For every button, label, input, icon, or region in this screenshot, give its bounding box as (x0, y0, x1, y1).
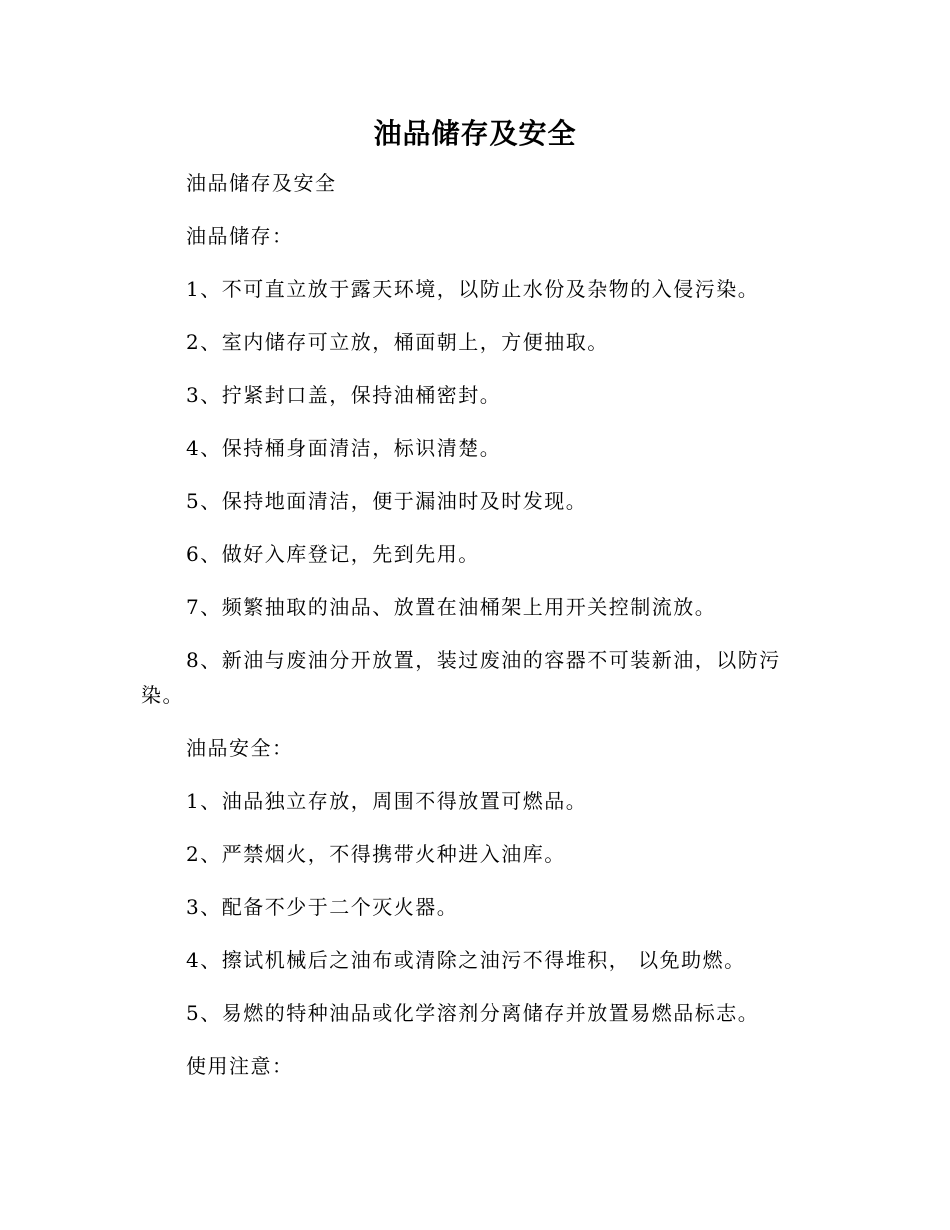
paragraph-storage-item-6: 6、做好入库登记，先到先用。 (186, 542, 480, 566)
document-title: 油品储存及安全 (373, 117, 577, 150)
paragraph-storage-item-8: 8、新油与废油分开放置，装过废油的容器不可装新油，以防污染。 (141, 648, 781, 707)
paragraph-storage-item-7: 7、频繁抽取的油品、放置在油桶架上用开关控制流放。 (186, 595, 717, 619)
paragraph-safety-item-5: 5、易燃的特种油品或化学溶剂分离储存并放置易燃品标志。 (186, 1001, 760, 1025)
paragraph-storage-item-2: 2、室内储存可立放，桶面朝上，方便抽取。 (186, 330, 609, 354)
paragraph-safety-item-2: 2、严禁烟火，不得携带火种进入油库。 (186, 842, 566, 866)
paragraph-storage-item-4: 4、保持桶身面清洁，标识清楚。 (186, 436, 502, 460)
paragraph-storage-item-1: 1、不可直立放于露天环境，以防止水份及杂物的入侵污染。 (186, 277, 760, 301)
paragraph-subtitle: 油品储存及安全 (186, 171, 337, 195)
paragraph-storage-item-3: 3、拧紧封口盖，保持油桶密封。 (186, 383, 502, 407)
paragraph-safety-item-3: 3、配备不少于二个灭火器。 (186, 895, 459, 919)
paragraph-storage-heading: 油品储存： (186, 224, 294, 248)
paragraph-safety-heading: 油品安全： (186, 736, 294, 760)
paragraph-storage-item-5: 5、保持地面清洁，便于漏油时及时发现。 (186, 489, 588, 513)
paragraph-safety-item-1: 1、油品独立存放，周围不得放置可燃品。 (186, 789, 588, 813)
document-body (141, 166, 786, 1102)
paragraph-usage-heading: 使用注意： (186, 1054, 294, 1078)
paragraph-safety-item-4: 4、擦试机械后之油布或清除之油污不得堆积， 以免助燃。 (186, 948, 746, 972)
